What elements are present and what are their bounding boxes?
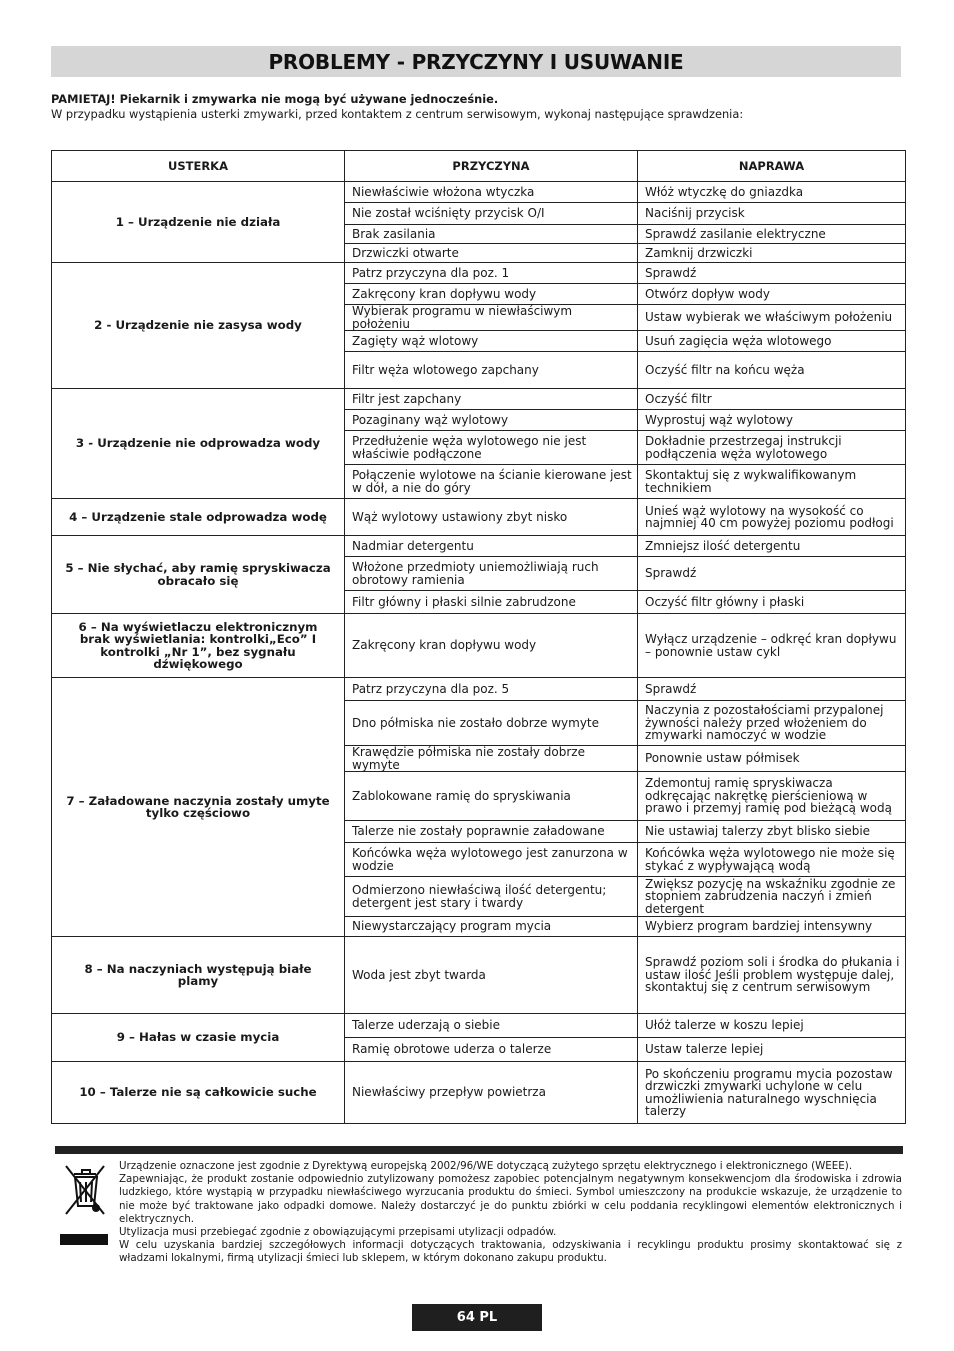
fix-cell: Sprawdź <box>638 263 906 284</box>
problem-cell: 4 – Urządzenie stale odprowadza wodę <box>52 499 345 536</box>
cause-cell: Przedłużenie węża wylotowego nie jest właściwie podłączone <box>345 431 638 465</box>
fix-cell: Sprawdź <box>638 557 906 591</box>
cause-cell: Zagięty wąż wlotowy <box>345 331 638 352</box>
fix-cell: Końcówka węża wylotowego nie może się stykać z wypływającą wodą <box>638 843 906 877</box>
cause-cell: Końcówka węża wylotowego jest zanurzona w wodzie <box>345 843 638 877</box>
problem-cell: 10 – Talerze nie są całkowicie suche <box>52 1062 345 1124</box>
table-row <box>52 937 906 1014</box>
table-row <box>52 1014 906 1038</box>
fix-cell: Naczynia z pozostałościami przypalonej żywności należy przed włożeniem do zmywarki namoczyć w wodzie <box>638 701 906 746</box>
cause-cell: Filtr główny i płaski silnie zabrudzone <box>345 591 638 614</box>
cause-cell: Ramię obrotowe uderza o talerze <box>345 1038 638 1062</box>
cause-cell: Zakręcony kran dopływu wody <box>345 614 638 678</box>
fix-cell: Sprawdź <box>638 678 906 701</box>
cause-cell: Woda jest zbyt twarda <box>345 937 638 1014</box>
fix-cell: Ułóż talerze w koszu lepiej <box>638 1014 906 1038</box>
table-row <box>52 678 906 701</box>
cause-cell: Połączenie wylotowe na ścianie kierowane jest w dół, a nie do góry <box>345 465 638 499</box>
table-row <box>52 536 906 557</box>
problem-cell: 3 - Urządzenie nie odprowadza wody <box>52 389 345 499</box>
cause-cell: Wąż wylotowy ustawiony zbyt nisko <box>345 499 638 536</box>
fix-cell: Ustaw wybierak we właściwym położeniu <box>638 305 906 331</box>
problem-cell: 7 – Załadowane naczynia zostały umyte tylko częściowo <box>52 678 345 937</box>
fix-cell: Otwórz dopływ wody <box>638 284 906 305</box>
fix-cell: Nie ustawiaj talerzy zbyt blisko siebie <box>638 821 906 843</box>
header-cause: PRZYCZYNA <box>345 151 638 182</box>
problem-cell: 5 – Nie słychać, aby ramię spryskiwacza obracało się <box>52 536 345 614</box>
fix-cell: Po skończeniu programu mycia pozostaw drzwiczki zmywarki uchylone w celu umożliwienia naturalnego wyschnięcia talerzy <box>638 1062 906 1124</box>
cause-cell: Drzwiczki otwarte <box>345 244 638 263</box>
cause-cell: Filtr węża wlotowego zapchany <box>345 352 638 389</box>
page-title: PROBLEMY - PRZYCZYNY I USUWANIE <box>268 49 684 74</box>
cause-cell: Dno półmiska nie zostało dobrze wymyte <box>345 701 638 746</box>
cause-cell: Brak zasilania <box>345 225 638 244</box>
fix-cell: Usuń zagięcia węża wlotowego <box>638 331 906 352</box>
header-fix: NAPRAWA <box>638 151 906 182</box>
cause-cell: Nadmiar detergentu <box>345 536 638 557</box>
page-number: 64 PL <box>412 1304 542 1331</box>
cause-cell: Patrz przyczyna dla poz. 1 <box>345 263 638 284</box>
fix-cell: Zdemontuj ramię spryskiwacza odkręcając nakrętkę pierścieniową w prawo i przemyj ramię pod bieżącą wodą <box>638 772 906 821</box>
fix-cell: Wyprostuj wąż wylotowy <box>638 410 906 431</box>
fix-cell: Wybierz program bardziej intensywny <box>638 917 906 937</box>
problem-cell: 9 – Hałas w czasie mycia <box>52 1014 345 1062</box>
fix-cell: Zwiększ pozycję na wskaźniku zgodnie ze stopniem zabrudzenia naczyń i zmień detergent <box>638 877 906 917</box>
table-row <box>52 263 906 284</box>
cause-cell: Nie został wciśnięty przycisk O/I <box>345 203 638 225</box>
cause-cell: Talerze nie zostały poprawnie załadowane <box>345 821 638 843</box>
cause-cell: Pozaginany wąż wylotowy <box>345 410 638 431</box>
table-row <box>52 182 906 203</box>
header-problem: USTERKA <box>52 151 345 182</box>
fix-cell: Zmniejsz ilość detergentu <box>638 536 906 557</box>
fix-cell: Oczyść filtr główny i płaski <box>638 591 906 614</box>
cause-cell: Krawędzie półmiska nie zostały dobrze wymyte <box>345 746 638 772</box>
fix-cell: Ustaw talerze lepiej <box>638 1038 906 1062</box>
crossed-out-wheelie-bin-icon <box>60 1160 110 1220</box>
table-row <box>52 499 906 536</box>
fix-cell: Skontaktuj się z wykwalifikowanym technikiem <box>638 465 906 499</box>
cause-cell: Niewystarczający program mycia <box>345 917 638 937</box>
fix-cell: Sprawdź zasilanie elektryczne <box>638 225 906 244</box>
problem-cell: 1 – Urządzenie nie działa <box>52 182 345 263</box>
fix-cell: Włóż wtyczkę do gniazdka <box>638 182 906 203</box>
table-header-row <box>52 151 906 182</box>
cause-cell: Talerze uderzają o siebie <box>345 1014 638 1038</box>
cause-cell: Niewłaściwy przepływ powietrza <box>345 1062 638 1124</box>
fix-cell: Zamknij drzwiczki <box>638 244 906 263</box>
weee-paragraph: Utylizacja musi przebiegać zgodnie z obowiązującymi przepisami utylizacji odpadów. <box>119 1226 557 1239</box>
problem-cell: 8 – Na naczyniach występują białe plamy <box>52 937 345 1014</box>
table-row <box>52 389 906 410</box>
intro-text: W przypadku wystąpienia usterki zmywarki, przed kontaktem z centrum serwisowym, wykonaj następujące sprawdzenia: <box>51 107 744 121</box>
cause-cell: Włożone przedmioty uniemożliwiają ruch obrotowy ramienia <box>345 557 638 591</box>
fix-cell: Wyłącz urządzenie – odkręć kran dopływu – ponownie ustaw cykl <box>638 614 906 678</box>
cause-cell: Zakręcony kran dopływu wody <box>345 284 638 305</box>
cause-cell: Zablokowane ramię do spryskiwania <box>345 772 638 821</box>
title-bar <box>51 46 901 77</box>
table-row <box>52 1062 906 1124</box>
weee-paragraph: W celu uzyskania bardziej szczegółowych informacji dotyczących traktowania, odzyskiwania i recyklingu produktu prosimy skontaktować się z władzami lokalnymi, firmą utylizacji śmieci lub sklepem, w którym dokonano zakupu produktu. <box>119 1239 902 1265</box>
intro <box>51 92 901 122</box>
fix-cell: Oczyść filtr <box>638 389 906 410</box>
weee-paragraph: Zapewniając, że produkt zostanie odpowiednio zutylizowany pomożesz zapobiec potencjalnym negatywnym konsekwencjom dla środowiska i zdrowia ludzkiego, które wystąpią w przypadku niewłaściwego wyrzucania produktu do śmieci. Symbol umieszczony na produkcie wskazuje, że urządzenie to nie może być traktowane jako odpadki domowe. Należy dostarczyć je do punktu zbiórki w celu poddania recyklingowi elementów elektronicznych i elektrycznych. <box>119 1173 902 1225</box>
fix-cell: Oczyść filtr na końcu węża <box>638 352 906 389</box>
weee-paragraph: Urządzenie oznaczone jest zgodnie z Dyrektywą europejską 2002/96/WE dotyczącą zużytego sprzętu elektrycznego i elektronicznego (WEEE). <box>119 1160 853 1172</box>
problem-cell: 2 - Urządzenie nie zasysa wody <box>52 263 345 389</box>
problem-cell: 6 – Na wyświetlaczu elektronicznym brak wyświetlania: kontrolki„Eco” I kontrolki „Nr 1”, bez sygnału dźwiękowego <box>52 614 345 678</box>
cause-cell: Patrz przyczyna dla poz. 5 <box>345 678 638 701</box>
fix-cell: Dokładnie przestrzegaj instrukcji podłączenia węża wylotowego <box>638 431 906 465</box>
cause-cell: Wybierak programu w niewłaściwym położeniu <box>345 305 638 331</box>
troubleshooting-table <box>51 150 906 1124</box>
cause-cell: Niewłaściwie włożona wtyczka <box>345 182 638 203</box>
table-row <box>52 614 906 678</box>
cause-cell: Odmierzono niewłaściwą ilość detergentu; detergent jest stary i twardy <box>345 877 638 917</box>
fix-cell: Unieś wąż wylotowy na wysokość co najmniej 40 cm powyżej poziomu podłogi <box>638 499 906 536</box>
footer-rule <box>55 1146 903 1154</box>
fix-cell: Ponownie ustaw półmisek <box>638 746 906 772</box>
fix-cell: Sprawdź poziom soli i środka do płukania i ustaw ilość Jeśli problem występuje dalej, skontaktuj się z centrum serwisowym <box>638 937 906 1014</box>
intro-note: PAMIETAJ! Piekarnik i zmywarka nie mogą być używane jednocześnie. <box>51 92 499 106</box>
cause-cell: Filtr jest zapchany <box>345 389 638 410</box>
weee-bar <box>60 1234 108 1245</box>
fix-cell: Naciśnij przycisk <box>638 203 906 225</box>
weee-notice <box>119 1160 902 1266</box>
